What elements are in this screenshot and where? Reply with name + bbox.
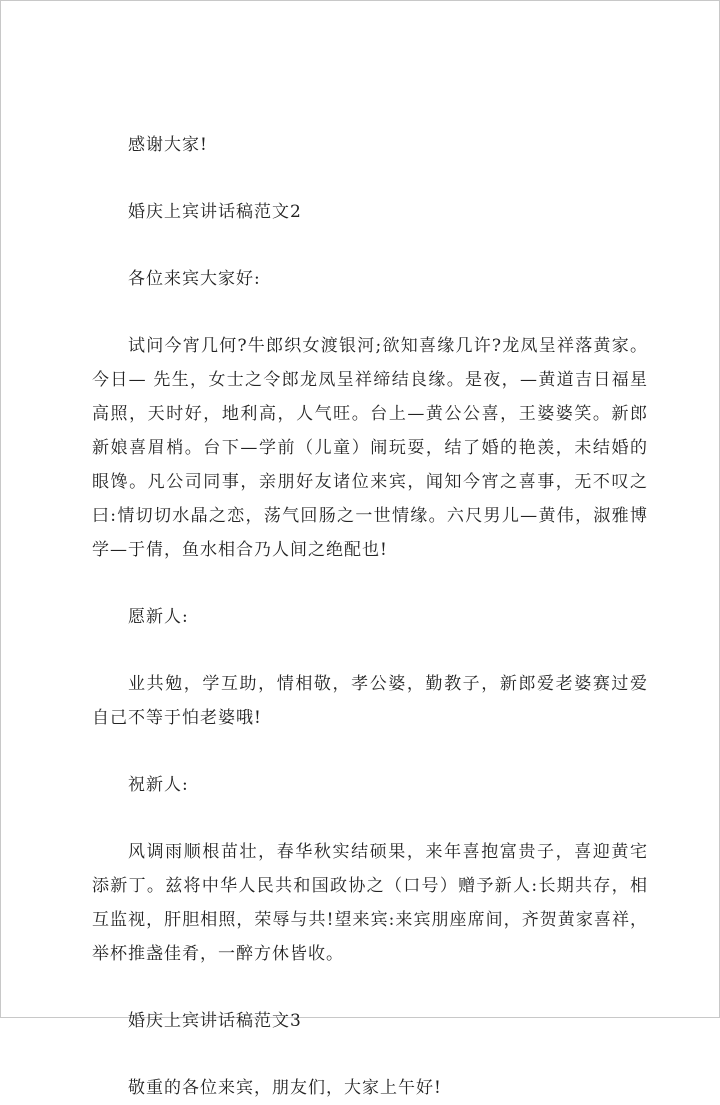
speech-paragraph: 试问今宵几何?牛郎织女渡银河;欲知喜缘几许?龙凤呈祥落黄家。今日— 先生，女士之令郎龙凤呈祥缔结良缘。是夜，—黄道吉日福星高照，天时好，地利高，人气旺。台上—黄公公喜，王婆婆笑。新郎新娘喜眉梢。台下—学前（儿童）闹玩耍，结了婚的艳羡，未结婚的眼馋。凡公司同事，亲朋好友诸位来宾，闻知今宵之喜事，无不叹之曰:情切切水晶之恋，荡气回肠之一世情缘。六尺男儿—黄伟，淑雅博学—于倩，鱼水相合乃人间之绝配也! — [92, 336, 648, 560]
document-body — [92, 128, 648, 1105]
paragraph-spacer — [92, 567, 648, 600]
section-title-2: 婚庆上宾讲话稿范文2 — [128, 202, 302, 222]
paragraph-spacer — [92, 802, 648, 835]
paragraph-spacer — [92, 1038, 648, 1071]
wish-heading: 愿新人: — [128, 607, 189, 627]
opening-greeting: 敬重的各位来宾，朋友们，大家上午好! — [128, 1078, 442, 1098]
paragraph-spacer — [92, 229, 648, 262]
paragraph-spacer — [92, 162, 648, 195]
paragraph-spacer — [92, 971, 648, 1004]
blessing-paragraph: 风调雨顺根苗壮，春华秋实结硕果，来年喜抱富贵子，喜迎黄宅添新丁。兹将中华人民共和国政协之（口号）赠予新人:长期共存，相互监视，肝胆相照，荣辱与共!望来宾:来宾朋座席间，齐贺黄家喜祥，举杯推盏佳肴，一醉方休皆收。 — [92, 842, 648, 964]
blessing-heading: 祝新人: — [128, 775, 189, 795]
paragraph-spacer — [92, 735, 648, 768]
paragraph-spacer — [92, 634, 648, 667]
paragraph-spacer — [92, 296, 648, 329]
wish-paragraph: 业共勉，学互助，情相敬，孝公婆，勤教子，新郎爱老婆赛过爱自己不等于怕老婆哦! — [92, 674, 648, 728]
section-title-3: 婚庆上宾讲话稿范文3 — [128, 1011, 302, 1031]
greeting: 各位来宾大家好: — [128, 269, 261, 289]
closing-thanks: 感谢大家! — [128, 135, 208, 155]
